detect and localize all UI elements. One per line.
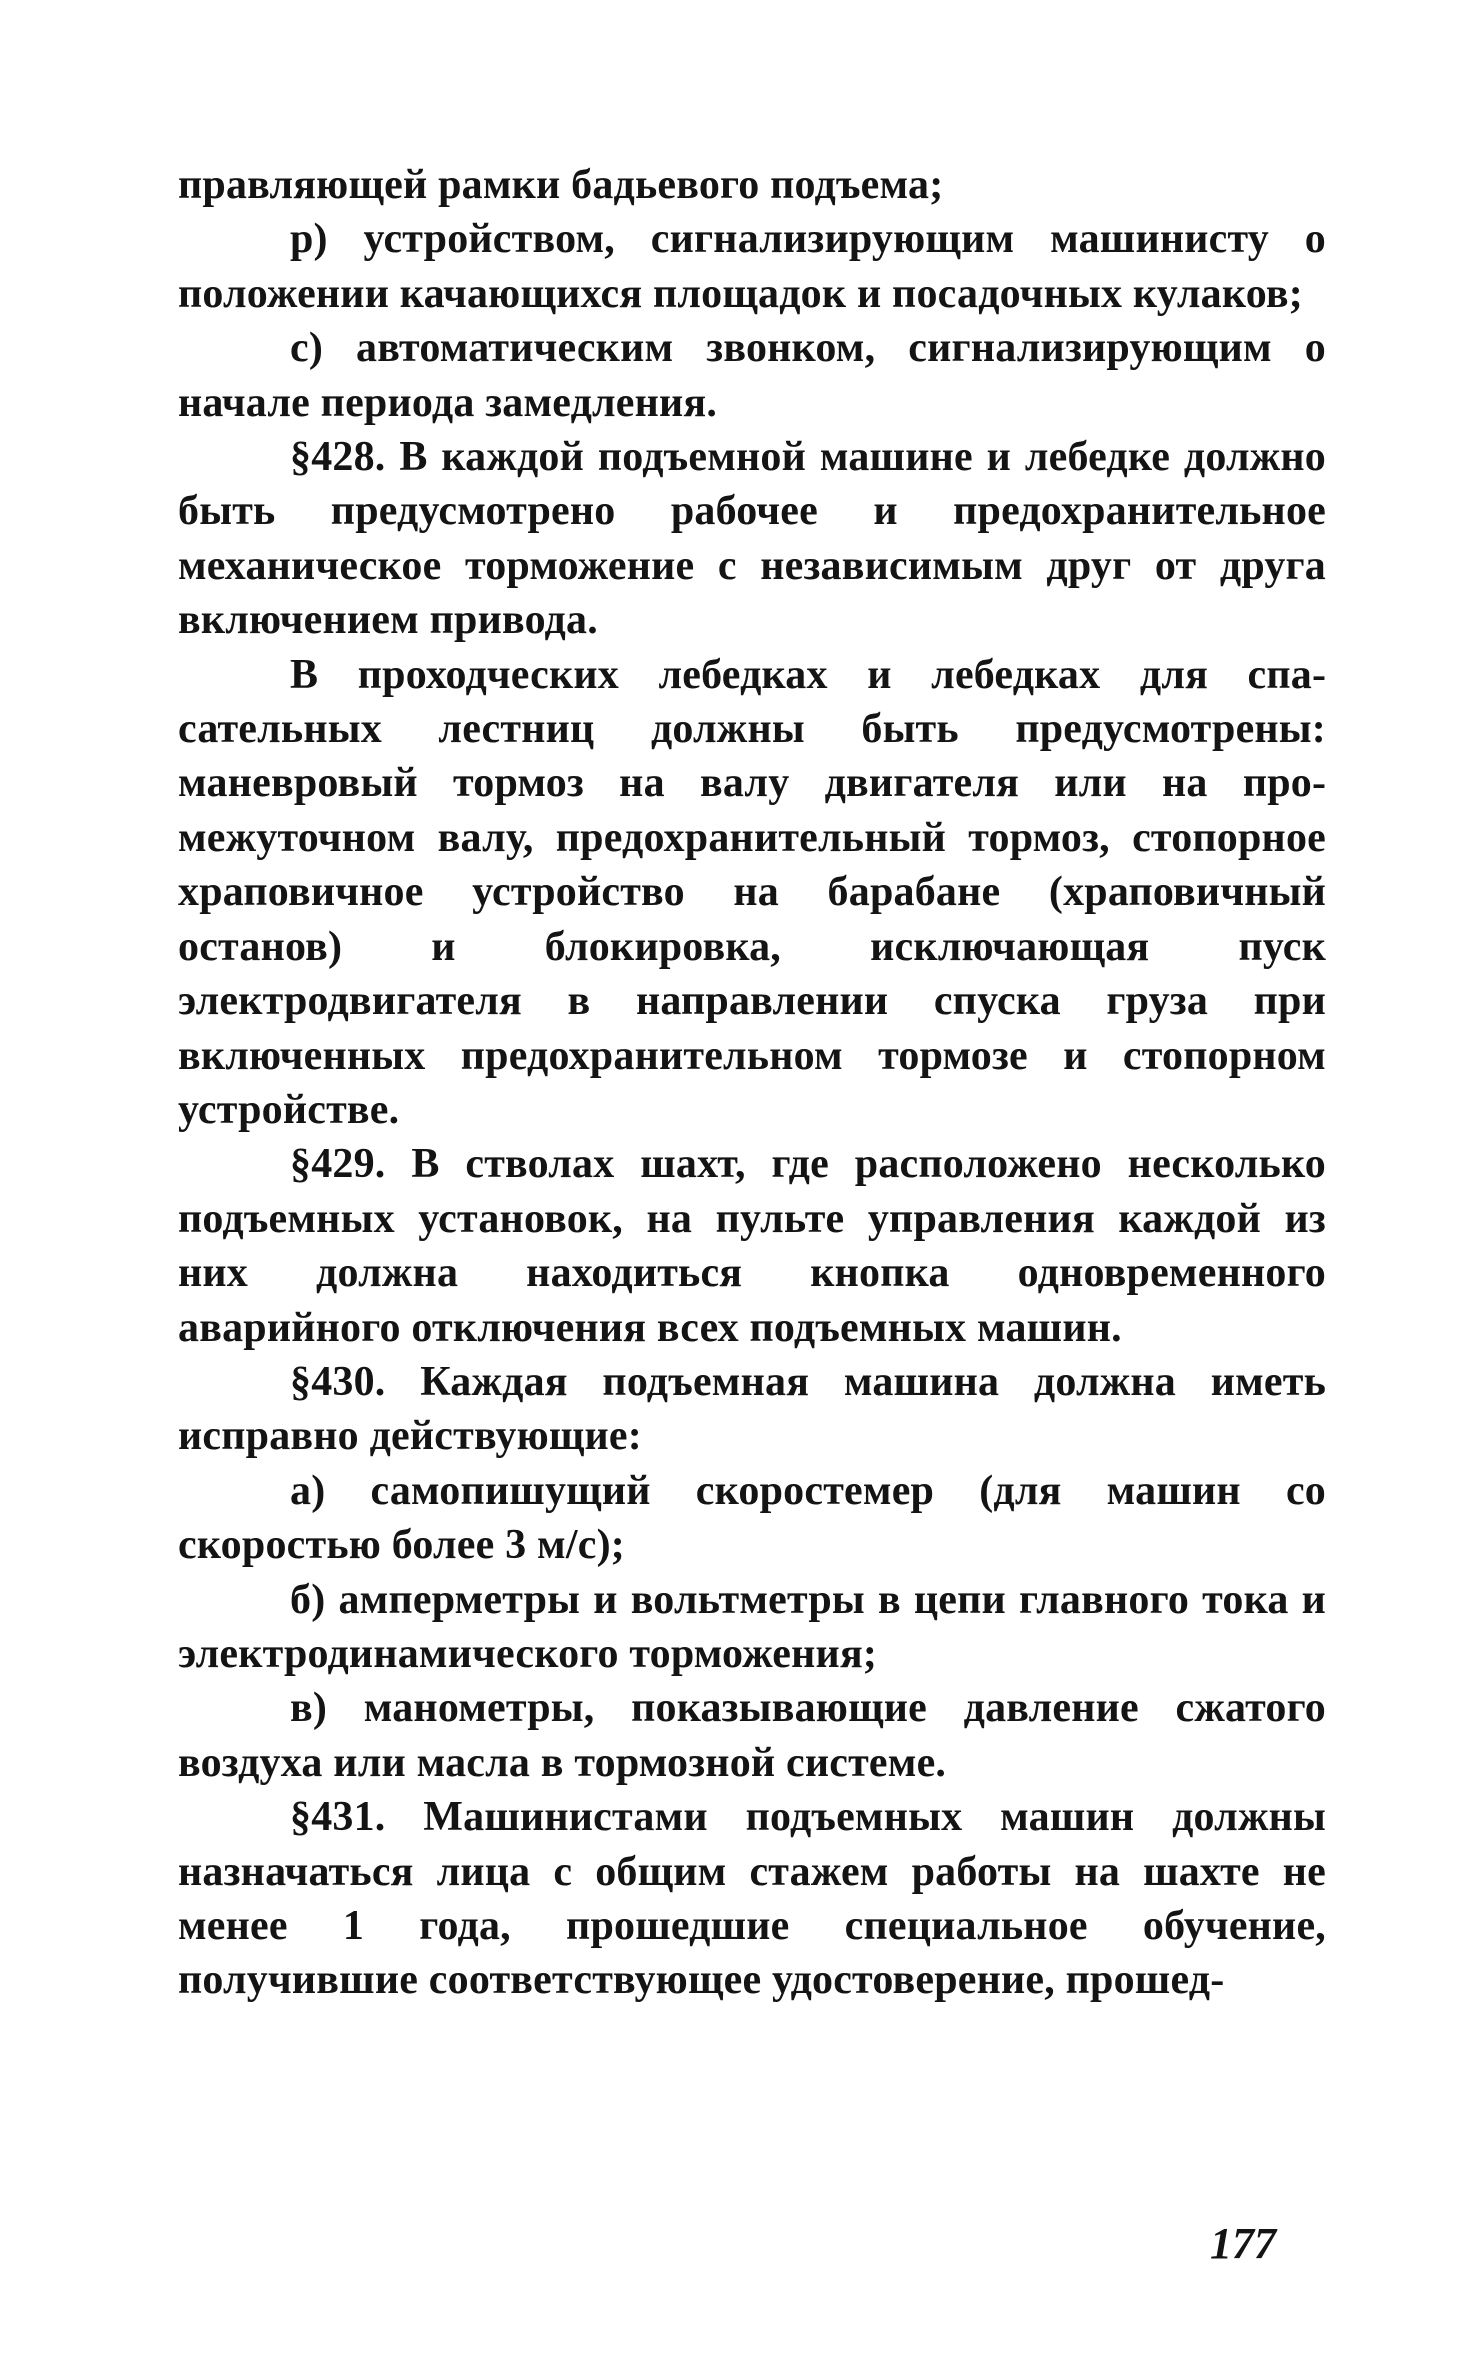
page-body-text: [178, 158, 1326, 2008]
paragraph-item-b: б) амперметры и вольтметры в цепи главного тока и электродинамического торможения;: [178, 1576, 1326, 1677]
paragraph-winches: В проходческих лебедках и лебедках для спасательных лестниц должны быть предусмотрены: маневровый тормоз на валу двигателя или на промежуточном валу, предохранительный тормоз, стопорное храповичное устройство на барабане (храповичный останов) и блокировка, исключающая пуск электродвигателя в направлении спуска груза при включенных предохранительном тормозе и стопорном устройстве.: [178, 651, 1326, 1133]
paragraph-item-r: р) устройством, сигнализирующим машинисту о положении качающихся площадок и посадочных кулаков;: [178, 216, 1326, 317]
paragraph-item-v: в) манометры, показывающие давление сжатого воздуха или масла в тормозной системе.: [178, 1685, 1326, 1786]
paragraph-continuation: правляющей рамки бадьевого подъема;: [178, 162, 944, 208]
paragraph-item-s: с) автоматическим звонком, сигнализирующим о начале периода замедления.: [178, 325, 1326, 426]
paragraph-section-428: §428. В каждой подъемной машине и лебедке должно быть предусмотрено рабочее и предохранительное механическое торможение с независимым друг от друга включением привода.: [178, 434, 1326, 644]
paragraph-section-431: §431. Машинистами подъемных машин должны назначаться лица с общим стажем работы на шахте не менее 1 года, прошедшие специальное обучение, получившие соответствующее удостоверение, прошед-: [178, 1794, 1326, 2004]
paragraph-section-429: §429. В стволах шахт, где расположено несколько подъемных установок, на пульте управления каждой из них должна находиться кнопка одновременного аварийного отключения всех подъемных машин.: [178, 1141, 1326, 1351]
page-number: 177: [1210, 2219, 1276, 2268]
paragraph-item-a: а) самопишущий скоростемер (для машин со скоростью более 3 м/с);: [178, 1467, 1326, 1569]
paragraph-section-430: §430. Каждая подъемная машина должна иметь исправно действующие:: [178, 1358, 1326, 1460]
